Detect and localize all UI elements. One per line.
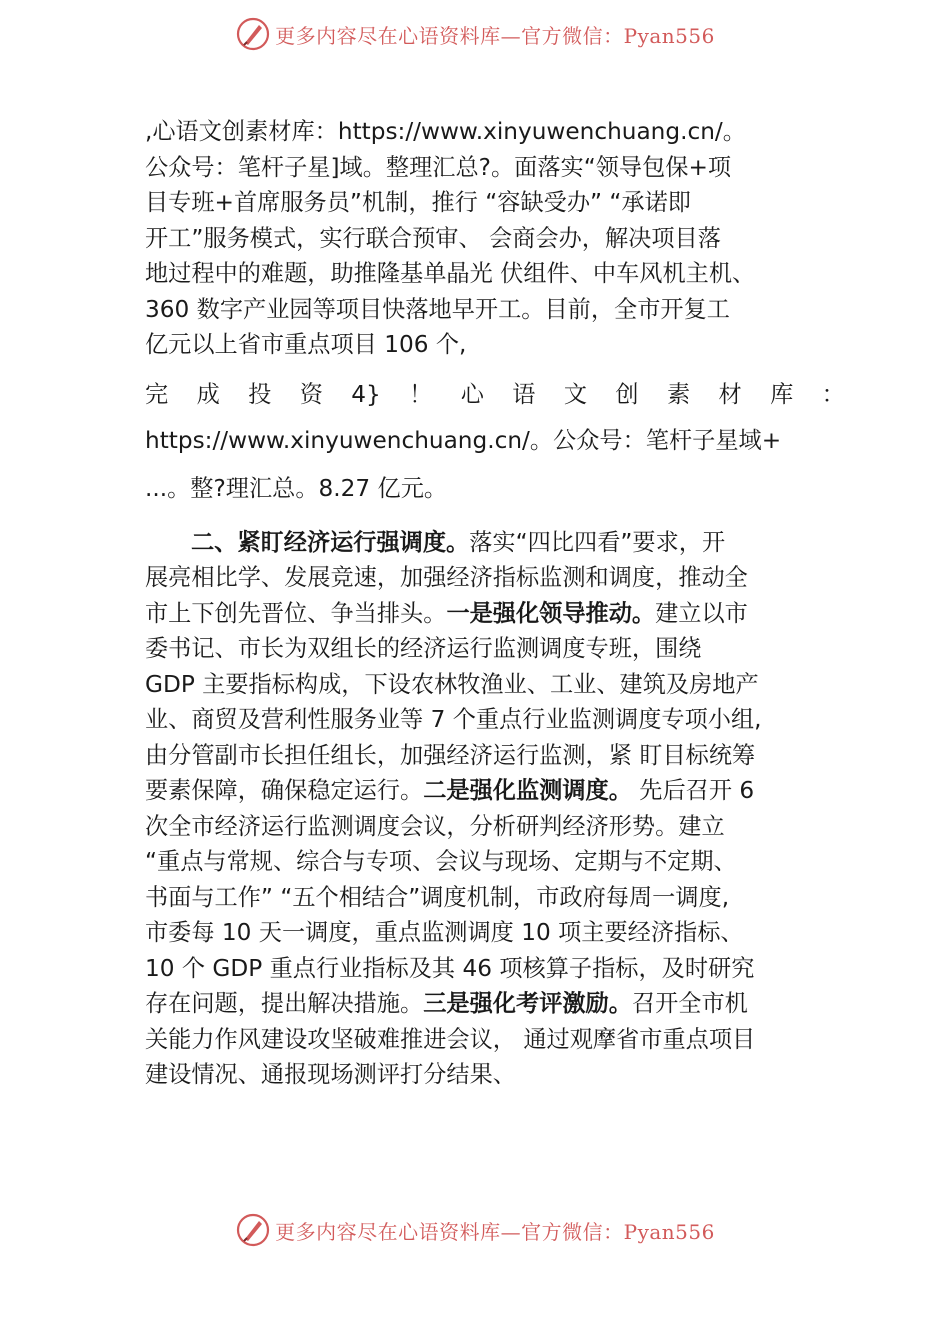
text-line: 业、商贸及营利性服务业等 7 个重点行业监测调度专项小组, xyxy=(145,706,762,733)
spaced-char: 库 xyxy=(770,380,794,408)
header-watermark-banner xyxy=(0,14,950,54)
spaced-text-line xyxy=(145,373,845,417)
text-line: 市委每 10 天一调度，重点监测调度 10 项主要经济指标、 xyxy=(145,919,744,946)
text-line: ,心语文创素材库：https://www.xinyuwenchuang.cn/。 xyxy=(145,118,746,145)
spaced-char: ： xyxy=(821,380,845,408)
text-line xyxy=(145,596,845,632)
text-span: 要素保障，确保稳定运行。 xyxy=(145,777,424,804)
text-line xyxy=(145,986,845,1022)
text-line: 由分管副市长担任组长，加强经济运行监测，紧 盯目标统筹 xyxy=(145,741,756,769)
spaced-char: 心 xyxy=(460,380,484,408)
pen-logo-icon xyxy=(235,1212,271,1248)
text-line xyxy=(145,773,845,809)
header-watermark-text: 更多内容尽在心语资料库—官方微信：Pyan556 xyxy=(275,23,715,48)
text-line: 书面与工作” “五个相结合”调度机制，市政府每周一调度, xyxy=(145,883,730,911)
text-line: 展亮相比学、发展竞速，加强经济指标监测和调度，推动全 xyxy=(145,564,748,591)
text-line: 次全市经济运行监测调度会议，分析研判经济形势。建立 xyxy=(145,812,725,840)
text-line: 公众号：笔杆子星]域。整理汇总?。面落实“领导包保+项 xyxy=(145,153,732,181)
subheading-bold: 一是强化领导推动。 xyxy=(446,599,656,627)
text-line: 10 个 GDP 重点行业指标及其 46 项核算子指标，及时研究 xyxy=(145,954,755,982)
text-span: 召开全市机 xyxy=(631,990,748,1017)
paragraph-2 xyxy=(145,373,845,513)
text-line: 亿元以上省市重点项目 106 个, xyxy=(145,331,467,358)
spaced-char: 创 xyxy=(615,380,639,408)
pen-logo-icon xyxy=(235,16,271,52)
text-span: 建立以市 xyxy=(655,599,748,627)
text-line: 目专班+首席服务员”机制，推行 “容缺受办” “承诺即 xyxy=(145,189,691,216)
text-line: ...。整?理汇总。8.27 亿元。 xyxy=(145,474,448,502)
spaced-char: 文 xyxy=(563,380,588,408)
text-span: 市上下创先晋位、争当排头。 xyxy=(145,599,447,627)
text-span: 落实“四比四看”要求，开 xyxy=(469,528,726,556)
spaced-char: 素 xyxy=(666,380,691,408)
text-line: 地过程中的难题，助推隆基单晶光 伏组件、中车风机主机、 xyxy=(145,260,756,287)
text-span: 先后召开 6 xyxy=(631,777,755,804)
subheading-bold: 三是强化考评激励。 xyxy=(423,990,632,1017)
text-line: 360 数字产业园等项目快落地早开工。目前，全市开复工 xyxy=(145,295,730,323)
spaced-char: 投 xyxy=(248,380,272,408)
text-line: https://www.xinyuwenchuang.cn/。公众号：笔杆子星域+ xyxy=(145,426,782,454)
text-line: 开工”服务模式，实行联合预审、 会商会办，解决项目落 xyxy=(145,224,721,252)
spaced-char: 4} xyxy=(351,380,381,408)
text-line: 关能力作风建设攻坚破难推进会议， 通过观摩省市重点项目 xyxy=(145,1025,756,1053)
paragraph-1 xyxy=(145,114,845,363)
spaced-char: 资 xyxy=(299,380,323,408)
subheading-bold: 二是强化监测调度。 xyxy=(423,777,632,804)
text-line: GDP 主要指标构成，下设农林牧渔业、工业、建筑及房地产 xyxy=(145,670,759,698)
paragraph-3 xyxy=(145,525,845,1093)
spaced-char: 完 xyxy=(145,380,169,408)
spaced-char: 材 xyxy=(718,380,742,408)
section-heading: 二、紧盯经济运行强调度。 xyxy=(191,528,470,556)
footer-watermark-banner xyxy=(0,1210,950,1250)
footer-watermark-text: 更多内容尽在心语资料库—官方微信：Pyan556 xyxy=(275,1219,715,1244)
spaced-char: 语 xyxy=(512,380,536,408)
text-line: 委书记、市长为双组长的经济运行监测调度专班，围绕 xyxy=(145,635,702,662)
text-line: “重点与常规、综合与专项、会议与现场、定期与不定期、 xyxy=(145,848,737,875)
document-body xyxy=(145,114,845,1093)
text-span: 存在问题，提出解决措施。 xyxy=(145,990,424,1017)
spaced-char: ！ xyxy=(409,380,433,408)
spaced-char: 成 xyxy=(196,380,220,408)
text-line xyxy=(145,525,845,561)
text-line: 建设情况、通报现场测评打分结果、 xyxy=(145,1061,516,1088)
